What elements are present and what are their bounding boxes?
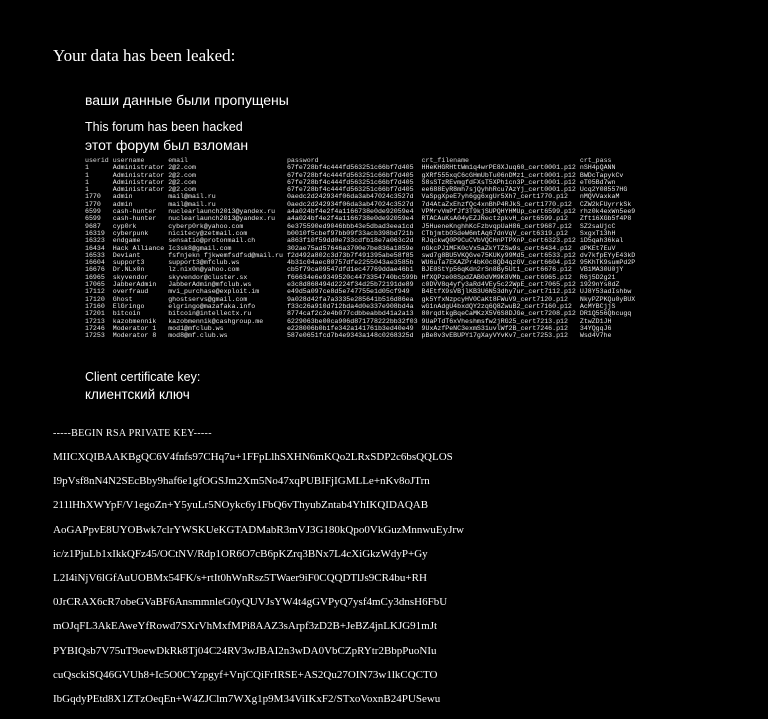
table-row [85,215,639,222]
table-cell: 67fe728bf4c444fd563251c66bf7d405 [286,164,414,172]
rsa-key-line: cuQsckiSQ46GVUh8+Ic5O0CYzpgyf+VnjCQiFrIRSE+AS2Qu27OIN73w1lkCQCTO [53,668,438,681]
rsa-key-line: AoGAPpvE8UYOBwk7clrYWSKUeKGTADMabR3mVJ3G180kQpo0VkGuzMnnwuEyJrw [53,523,464,536]
rsa-key-line: mOJqFL3AkEAweYfRowd7SXrVhMxfMPi8AAZ3sArpf3zD2B+JeBZ4jnLKJG91mJt [53,620,438,633]
rsa-key-line: L2I4iNjV6lGfAuUOBMx54FK/s+rtIt0hWnRsz5TWaer9iF0CQQDTlJs9CR4bu+RH [53,572,427,584]
table-cell: HfXQPze08SpdZAB0dVM9K8VMb_cert6965.p12 [421,273,572,281]
table-cell: Deviant [112,251,141,259]
table-cell: mod8@mf.club.ws [168,332,228,340]
table-row [85,245,639,252]
table-cell: Administrator [112,171,165,179]
leak-headline: Your data has been leaked: [53,46,236,65]
table-cell: 16434 [85,244,105,252]
table-cell: admin [112,193,133,201]
table-row [85,303,639,310]
rsa-key-line: IbGqdyPEtd8X1ZTzOeqEn+W4ZJClm7WXg1p9M34ViIKxF2/STxoVoxnB24PUSewu [53,693,441,705]
table-cell: 17160 [85,302,105,310]
table-cell: NkyPZPKQu0yBUX [579,295,636,303]
table-cell: pBe8v3vEBUPY17gXayVYvKv7_cert7253.p12 [421,332,568,340]
table-cell: 1770 [85,193,101,201]
table-cell: f66634e6e9349520c4473354740bc599b [286,273,418,281]
table-cell: 2@2.com [168,186,196,194]
table-cell: UJ8Y53adIshbw [579,288,632,296]
russian-subtitle: этот форум был взломан [85,137,249,153]
table-cell: DR1Q556Qbcugq [579,310,632,318]
table-cell: 34YQgqJ6 [579,324,612,332]
table-cell: 6599 [85,208,101,216]
table-cell: c0DVV8q4yfy3aRd4VEy5c22WpE_cert7065.p12 [421,281,576,289]
table-cell: Administrator [112,186,165,194]
table-row [85,281,639,288]
table-cell: CZW2kFUyrrkSk [579,200,632,208]
table-cell: cyberp0rk@yahoo.com [168,222,244,230]
table-cell: ZtwZD1JH [579,317,612,325]
table-cell: 302ae75ad57646a3700e7be836a1859e [286,244,414,252]
table-cell: 17201 [85,310,105,318]
table-cell: 587e0651fcd7b4e9343a148c0268325d [286,332,414,340]
rsa-key-line: PYBIQsb7V75uT9oewDkRk8Tj04C24RV3wJBAI2n3wDA0VbCZpRYtr2BbpPuoNIu [53,644,437,657]
table-cell: B4EtfX9sVBjlKB3U6N53dhy7ur_cert7112.p12 [421,288,576,296]
table-cell: VB1MA30U0jY [579,266,624,274]
table-cell: Moderator 1 [112,324,157,332]
table-row [85,201,639,208]
table-cell: 0aedc2d242934f06da3ab47024c3527d [286,200,414,208]
table-cell: J5HueneKnghhKcFzbvqpUaH86_cert9687.p12 [421,222,572,230]
table-cell: ghostservs@gmail.com [168,295,248,303]
forum-hacked-title: This forum has been hacked [85,120,243,134]
rsa-key-header: -----BEGIN RSA PRIVATE KEY----- [53,428,212,439]
table-cell: 9UaPTdT6xVheshmsfw2jRG25_cert7213.p12 [421,317,568,325]
table-cell: iD5qah36kal [579,237,624,245]
table-cell: admin [112,200,133,208]
table-cell: nicitecy@zetmail.com [168,229,248,237]
table-cell: Administrator [112,178,165,186]
table-cell: AcMYBCjjS [579,302,616,310]
table-cell: dv7kfpEYyE43kD [579,251,636,259]
table-cell: wG1nAdgU4bxdQY2zq6Q8ZwuB2_cert7160.p12 [421,302,572,310]
table-cell: swd7g8BU5VKQGve75KUKy99Md5_cert6533.p12 [421,251,576,259]
table-cell: mod1@mfclub.ws [168,324,224,332]
table-cell: 16676 [85,266,105,274]
table-cell: 16323 [85,237,105,245]
table-cell: nuclearlaunch2013@yandex.ru [168,215,276,223]
table-cell: mail@mail.ru [168,193,216,201]
table-cell: b0010f5cbef97bb09f33acb398bd721b [286,229,414,237]
table-cell: JabberAdmin [112,281,157,289]
table-cell: Ucq2Y08557HG [579,186,628,194]
table-row [85,230,639,237]
table-cell: 16533 [85,251,105,259]
rsa-key-line: I9pVsf8nN4N2SEcBby9haf6e1gfOGSJm2Xm5No47xqPUBIFjIGMLLe+nKv8oJTrn [53,475,430,488]
client-cert-label: Client certificate key: [85,370,201,384]
rsa-key-line: MIICXQIBAAKBgQC6V4fnfs97CHq7u+1FFpLlhSXHN6mKQo2LRxSDP2c6bsQQLOS [53,451,453,463]
table-cell: 9687 [85,222,101,230]
table-cell: cash-hunter [112,208,157,216]
table-cell: 1 [85,186,89,194]
table-cell: R6j5D2g21 [579,273,616,281]
table-cell: lz.nix0n@yahoo.com [168,266,240,274]
table-cell: gXRf555xqC6cGHmUbTu06nDMz1_cert0001.p12 [421,171,576,179]
table-cell: support3 [112,259,145,267]
table-cell: 1 [85,164,89,172]
table-cell: 8774caf2c2e4b077cdbbeabbd41a2a13 [286,310,414,318]
table-cell: BWDcTapykCv [579,171,624,179]
table-cell: 17065 [85,281,105,289]
table-row [85,325,639,332]
table-row [85,186,639,193]
table-cell: Hack Alliance [112,244,165,252]
table-cell: 2@2.com [168,164,196,172]
table-row [85,237,639,244]
table-cell: 6e375590ed9046bbb43e5dbad3eea1cd [286,222,414,230]
table-cell: 4b31c04aec80757dfe2255043ae3585b [286,259,414,267]
table-cell: Zft16XGb5f4P8 [579,215,632,223]
table-cell: nSH4pQANN [579,164,616,172]
table-cell: cyberpunk [112,229,149,237]
table-cell: kazobmennik [112,317,157,325]
table-row [85,223,639,230]
table-cell: 16604 [85,259,105,267]
table-row [85,288,639,295]
table-cell: sensatio@protonmail.ch [168,237,256,245]
table-cell: kazobmennik@cashgroup.me [168,317,264,325]
table-cell: 7d4AtaZxEhzfQc4xnBhP4RJkS_cert1770.p12 [421,200,572,208]
table-cell: 80rqdtkgBqeCaMKzX5V6S8DJGe_cert7208.p12 [421,310,576,318]
table-cell: e49d5a097ce8d5e747755e1d05cf949 [286,288,410,296]
rsa-key-line: 211lHhXWYpF/V1egoZn+Y5yuLr5NOykc6y1FbQ6vThyubZntab4YhIKQIDAQAB [53,499,429,512]
table-cell: 17112 [85,288,105,296]
table-cell: ElGringo [112,302,145,310]
table-cell: rhz0k4exWn5ee9 [579,208,636,216]
table-cell: SZ2saUjcC [579,222,616,230]
table-cell: S8sSTzREvmgfdFXsT5XPh1cn3P_cert0001.p12 [421,178,576,186]
table-cell: a863f10f59dd0e733cdfb18e7a063c2d [286,237,414,245]
table-header-row [85,157,639,164]
table-cell: overfraud [112,288,149,296]
table-cell: CTbjmtbOSdeW6mtAq67dnVqV_cert6319.p12 [421,229,568,237]
table-cell: VPMrvVmPfJf3T9kjSUPQHYHMUp_cert6599.p12 [421,208,576,216]
table-cell: 1 [85,171,89,179]
table-cell: bitcoin@intellectx.ru [168,310,252,318]
table-cell: SxgxT13hH [579,229,616,237]
table-cell: 17120 [85,295,105,303]
table-row [85,172,639,179]
table-cell: 1 [85,178,89,186]
table-cell: 1770 [85,200,101,208]
column-header: email [168,157,188,164]
column-header: crt_filename [421,157,470,164]
table-cell: support3@mfclub.ws [168,259,240,267]
table-cell: eT05Bd7wn [579,178,616,186]
table-cell: 2@2.com [168,178,196,186]
table-cell: a4a024bf4e2f4a1166738e0de92059e4 [286,215,414,223]
table-cell: 67fe728bf4c444fd563251c66bf7d405 [286,186,414,194]
table-row [85,274,639,281]
table-cell: a4a024bf4e2f4a1166738e0de92059e4 [286,208,414,216]
rsa-key-line: 0JrCRAX6cR7obeGVaBF6AnsmmnleG0yQUVJsYW4t4gGVPyQ7ysf4mCy3dnsH6FbU [53,596,448,609]
table-cell: JabberAdmin@mfclub.ws [168,281,252,289]
table-row [85,266,639,273]
table-cell: elgringo@mazafaka.info [168,302,256,310]
table-cell: Administrator [112,164,165,172]
table-cell: nMQVVaxkaM [579,193,620,201]
table-row [85,252,639,259]
table-cell: 6229063be00ca906d871778222bb32f03 [286,317,418,325]
table-cell: 67fe728bf4c444fd563251c66bf7d405 [286,171,414,179]
table-cell: 67fe728bf4c444fd563251c66bf7d405 [286,178,414,186]
table-cell: nGkcPJ1MFK0cVx5aZkYTZSw9s_cert6434.p12 [421,244,572,252]
column-header: userid [85,157,109,164]
table-cell: e228006b0b1fe342a141761b3ed40e49 [286,324,414,332]
table-cell: Dr.NLx0n [112,266,145,274]
table-cell: BJE0StYp56qKdn2rSn8By5Ut1_cert6676.p12 [421,266,572,274]
table-row [85,310,639,317]
table-cell: f2d492a802c3d73b7f491395abe58f85 [286,251,414,259]
table-row [85,164,639,171]
table-row [85,259,639,266]
table-cell: dPKEt7EuV [579,244,616,252]
table-cell: gk5YfxNzpcyHV0CaKt8FWuV9_cert7120.p12 [421,295,568,303]
table-cell: f33c26a910d712bda4d0e337e908bd4a [286,302,414,310]
client-cert-label-ru: клиентский ключ [85,387,190,402]
table-cell: 16965 [85,273,105,281]
table-cell: skyvendor@cluster.sx [168,273,248,281]
table-cell: 17253 [85,332,105,340]
table-row [85,179,639,186]
table-cell: fsfnjekn fjkwemfsdfsd@mail.ru [168,251,283,259]
table-cell: Ghost [112,295,133,303]
table-cell: VaSpgXpeE7yh6gg6xgUr5Xh7_cert1770.p12 [421,193,568,201]
table-cell: 16319 [85,229,105,237]
table-cell: Ic3sk8@gmail.com [168,244,232,252]
leaked-user-table [85,157,639,339]
table-cell: cyp0rk [112,222,137,230]
table-cell: e3c8d868494d2224f34d25b72191de89 [286,281,414,289]
table-cell: Moderator 8 [112,332,157,340]
table-cell: 17213 [85,317,105,325]
column-header: crt_pass [579,157,612,164]
column-header: password [286,157,319,164]
table-cell: HHeKHGRHttWm1q4wrPE8XJuq60_cert0001.p12 [421,164,576,172]
table-cell: RJqckwQ0P9CuCVbVQCHnPTPXnP_cert6323.p12 [421,237,576,245]
table-cell: cb5f79ca09547dfd1ec47769ddae46b1 [286,266,414,274]
table-row [85,332,639,339]
table-row [85,296,639,303]
table-cell: endgame [112,237,141,245]
table-cell: 2@2.com [168,171,196,179]
table-cell: 6599 [85,215,101,223]
table-cell: 9UxAzfPeNC3exmS31uvlWf2B_cert7246.p12 [421,324,568,332]
table-cell: 95KhTK9sumPd2P [579,259,636,267]
table-row [85,318,639,325]
table-cell: 0aedc2d242934f06da3ab47024c3527d [286,193,414,201]
table-cell: WU6uTa7EKAZPr4bK0c8QD4qzGV_cert6604.p12 [421,259,576,267]
table-row [85,193,639,200]
table-cell: skyvendor [112,273,149,281]
table-cell: 17246 [85,324,105,332]
table-cell: bitcoin [112,310,141,318]
table-cell: Wsd4V7he [579,332,612,340]
table-cell: nuclearlaunch2013@yandex.ru [168,208,276,216]
table-cell: RTACAuKsA04yEZJRectzpkvH_cert6599.p12 [421,215,568,223]
rsa-key-line: ic/z1PjuLb1xIkkQFz45/OCtNV/Rdp1OR6O7cB6pKZrq3BNx7L4cXiGkzWdyP+Gy [53,547,428,560]
table-cell: ee688EyR8mh7sjQyhhRcu7AzYj_cert0001.p12 [421,186,576,194]
column-header: username [112,157,145,164]
table-cell: cash-hunter [112,215,157,223]
russian-title: ваши данные были пропущены [85,92,289,108]
table-cell: mail@mail.ru [168,200,216,208]
table-cell: 1929nYs8dZ [579,281,620,289]
table-cell: 9a028d42fa7a3335e285641b516d86ea [286,295,414,303]
table-cell: mvi_purchase@exploit.im [168,288,260,296]
table-row [85,208,639,215]
